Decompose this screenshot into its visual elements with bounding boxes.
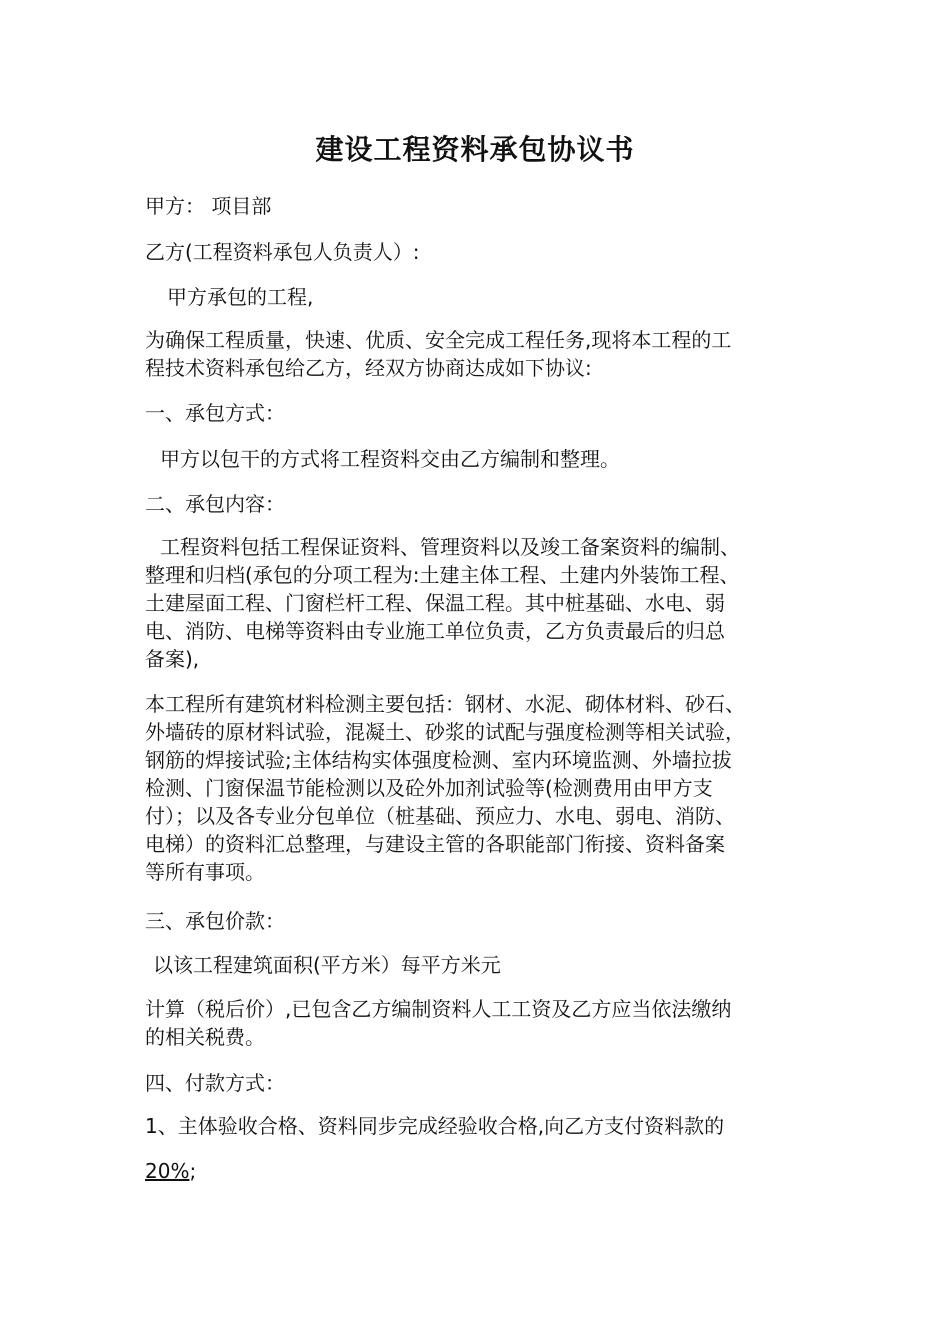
testing-line: 钢筋的焊接试验;主体结构实体强度检测、室内环境监测、外墙拉拔: [145, 748, 732, 772]
section4-item1-percent-line: [145, 1157, 810, 1185]
payment-percent-end: ;: [189, 1159, 197, 1183]
section3-heading: 三、承包价款：: [145, 909, 285, 933]
section4-heading: 四、付款方式：: [145, 1071, 285, 1095]
testing-line: 外墙砖的原材料试验，混凝土、砂浆的试配与强度检测等相关试验，: [145, 720, 745, 744]
purpose-line: 为确保工程质量，快速、优质、安全完成工程任务,现将本工程的工: [145, 328, 732, 352]
section3-tax: [145, 995, 810, 1051]
section2-body-line: 整理和归档(承包的分项工程为:土建主体工程、土建内外装饰工程、: [145, 563, 740, 587]
section2-body-line: 电、消防、电梯等资料由专业施工单位负责，乙方负责最后的归总: [145, 619, 725, 643]
tax-line: 计算（税后价）,已包含乙方编制资料人工工资及乙方应当依法缴纳: [145, 997, 732, 1021]
tax-line: 的相关税费。: [145, 1025, 265, 1049]
section1-body: 甲方以包干的方式将工程资料交由乙方编制和整理。: [160, 447, 620, 471]
section3-body: 以该工程建筑面积(平方米）每平方米元: [153, 953, 501, 977]
testing-line: 检测、门窗保温节能检测以及砼外加剂试验等(检测费用由甲方支: [145, 776, 713, 800]
payment-percent: 20%: [145, 1159, 190, 1183]
section2-heading: 二、承包内容：: [145, 492, 285, 516]
document-title: 建设工程资料承包协议书: [315, 133, 635, 166]
purpose-paragraph: [145, 326, 810, 382]
party-b-line: 乙方(工程资料承包人负责人）:: [145, 240, 420, 264]
purpose-line: 程技术资料承包给乙方，经双方协商达成如下协议:: [145, 356, 592, 380]
section1-heading: 一、承包方式：: [145, 401, 285, 425]
testing-line: 电梯）的资料汇总整理，与建设主管的各职能部门衔接、资料备案: [145, 832, 725, 856]
party-a-line: 甲方： 项目部: [145, 194, 272, 218]
section2-testing: [145, 690, 810, 886]
intro-line: 甲方承包的工程,: [167, 285, 314, 309]
section2-body: [145, 533, 810, 673]
section2-body-line: 土建屋面工程、门窗栏杆工程、保温工程。其中桩基础、水电、弱: [145, 591, 725, 615]
testing-line: 等所有事项。: [145, 860, 265, 884]
testing-line: 付）；以及各专业分包单位（桩基础、预应力、水电、弱电、消防、: [145, 804, 735, 828]
section2-body-line: 工程资料包括工程保证资料、管理资料以及竣工备案资料的编制、: [160, 535, 740, 559]
section4-item1: 1、主体验收合格、资料同步完成经验收合格,向乙方支付资料款的: [145, 1114, 725, 1138]
section2-body-line: 备案),: [145, 647, 200, 671]
testing-line: 本工程所有建筑材料检测主要包括：钢材、水泥、砌体材料、砂石、: [145, 692, 745, 716]
